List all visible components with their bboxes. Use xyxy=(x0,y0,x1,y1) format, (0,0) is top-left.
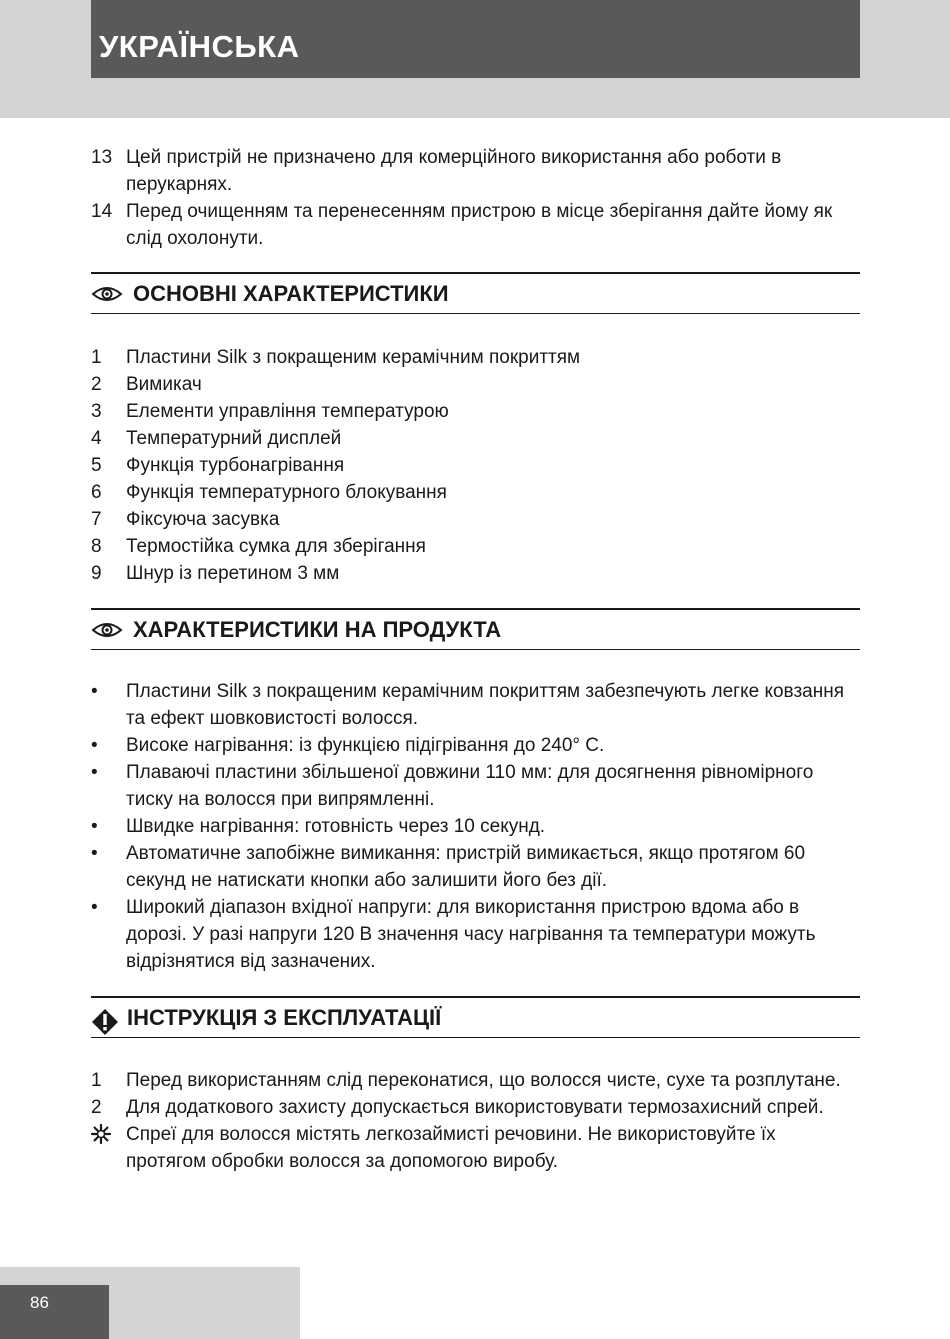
list-item xyxy=(91,533,860,560)
bullet: • xyxy=(91,843,98,864)
item-number: 4 xyxy=(91,428,102,449)
bullet: • xyxy=(91,762,98,783)
item-text: Пластини Silk з покращеним керамічним покриттям забезпечують легке ковзання та ефект шовковистості волосся. xyxy=(126,681,844,729)
instructions-list xyxy=(91,1067,860,1175)
language-bar xyxy=(91,0,860,78)
item-text: Термостійка сумка для зберігання xyxy=(126,536,426,557)
item-text: Фіксуюча засувка xyxy=(126,509,280,530)
item-text: Швидке нагрівання: готовність через 10 секунд. xyxy=(126,816,546,837)
eye-icon xyxy=(91,284,125,304)
item-text: Функція турбонагрівання xyxy=(126,455,345,476)
bullet: • xyxy=(91,735,98,756)
item-number: 9 xyxy=(91,563,102,584)
list-item xyxy=(91,344,860,371)
item-text: Температурний дисплей xyxy=(126,428,342,449)
item-number: 3 xyxy=(91,401,102,422)
item-number: 8 xyxy=(91,536,102,557)
list-item xyxy=(91,732,860,759)
item-number: 5 xyxy=(91,455,102,476)
item-text: Функція температурного блокування xyxy=(126,482,447,503)
list-item xyxy=(91,840,860,894)
list-item xyxy=(91,479,860,506)
item-number: 1 xyxy=(91,1070,102,1091)
item-number: 1 xyxy=(91,347,102,368)
eye-icon xyxy=(91,620,125,640)
list-item xyxy=(91,425,860,452)
item-text: Шнур із перетином 3 мм xyxy=(126,563,340,584)
item-number: 6 xyxy=(91,482,102,503)
list-item xyxy=(91,398,860,425)
item-text: Високе нагрівання: із функцією підігрівання до 240° C. xyxy=(126,735,605,756)
list-item xyxy=(91,144,860,198)
flammable-star-icon xyxy=(91,1124,111,1152)
list-item xyxy=(91,678,860,732)
safety-list xyxy=(91,144,860,252)
item-number: 2 xyxy=(91,374,102,395)
list-item xyxy=(91,1094,860,1121)
list-item xyxy=(91,452,860,479)
item-text: Пластини Silk з покращеним керамічним покриттям xyxy=(126,347,581,368)
item-text: Вимикач xyxy=(126,374,202,395)
bullet: • xyxy=(91,681,98,702)
warning-diamond-icon xyxy=(91,1008,119,1028)
list-item xyxy=(91,1067,860,1094)
section-title: ІНСТРУКЦІЯ З ЕКСПЛУАТАЦІЇ xyxy=(127,1004,442,1030)
list-item xyxy=(91,198,860,252)
list-item xyxy=(91,560,860,587)
item-text: Перед очищенням та перенесенням пристрою в місце зберігання дайте йому як слід охолонути. xyxy=(126,201,833,249)
warning-item xyxy=(91,1121,860,1175)
list-item xyxy=(91,506,860,533)
item-number: 2 xyxy=(91,1097,102,1118)
item-number: 14 xyxy=(91,201,113,222)
product-bullets xyxy=(91,678,860,975)
list-item xyxy=(91,894,860,975)
item-text: Широкий діапазон вхідної напруги: для використання пристрою вдома або в дорозі. У разі напруги 120 В значення часу нагрівання та температури можуть відрізнятися від зазначених. xyxy=(126,897,816,972)
section-heading-product xyxy=(91,608,860,650)
bullet: • xyxy=(91,816,98,837)
item-text: Перед використанням слід переконатися, що волосся чисте, сухе та розплутане. xyxy=(126,1070,841,1091)
item-text: Для додаткового захисту допускається використовувати термозахисний спрей. xyxy=(126,1097,824,1118)
item-number: 13 xyxy=(91,147,113,168)
item-text: Автоматичне запобіжне вимикання: пристрій вимикається, якщо протягом 60 секунд не натискати кнопки або залишити його без дії. xyxy=(126,843,806,891)
item-number: 7 xyxy=(91,509,102,530)
section-heading-features xyxy=(91,272,860,314)
list-item xyxy=(91,813,860,840)
warning-text: Спреї для волосся містять легкозаймисті речовини. Не використовуйте їх протягом обробки волосся за допомогою виробу. xyxy=(126,1124,776,1172)
list-item xyxy=(91,759,860,813)
item-text: Цей пристрій не призначено для комерційного використання або роботи в перукарнях. xyxy=(126,147,782,195)
list-item xyxy=(91,371,860,398)
bullet: • xyxy=(91,897,98,918)
section-title: ОСНОВНІ ХАРАКТЕРИСТИКИ xyxy=(133,280,449,306)
page-number: 86 xyxy=(30,1293,49,1312)
page-number-box xyxy=(0,1285,109,1339)
item-text: Елементи управління температурою xyxy=(126,401,449,422)
section-title: ХАРАКТЕРИСТИКИ НА ПРОДУКТА xyxy=(133,616,502,642)
language-title: УКРАЇНСЬКА xyxy=(99,29,300,64)
section-heading-instructions xyxy=(91,996,860,1038)
features-list xyxy=(91,344,860,587)
item-text: Плаваючі пластини збільшеної довжини 110 мм: для досягнення рівномірного тиску на волосся при випрямленні. xyxy=(126,762,814,810)
